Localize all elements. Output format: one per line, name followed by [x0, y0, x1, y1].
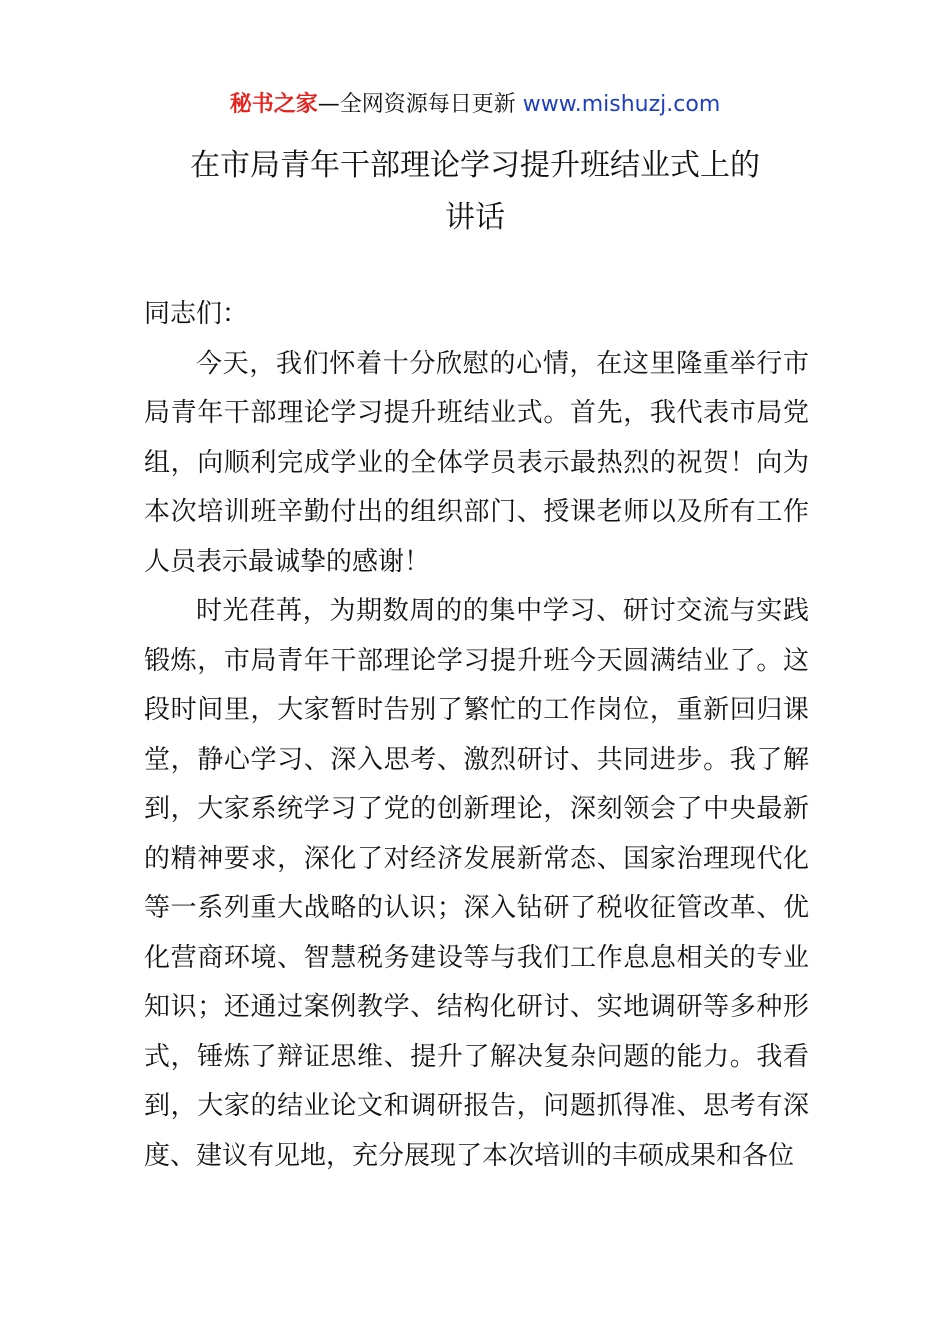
title-line-1: 在市局青年干部理论学习提升班结业式上的: [190, 148, 760, 183]
paragraph: 今天，我们怀着十分欣慰的心情，在这里隆重举行市局青年干部理论学习提升班结业式。首先，我代表市局党组，向顺利完成学业的全体学员表示最热烈的祝贺！向为本次培训班辛勤付出的组织部门、授课老师以及所有工作人员表示最诚挚的感谢！: [144, 348, 809, 577]
site-header: [0, 88, 950, 122]
header-tagline: —全网资源每日更新: [317, 92, 516, 117]
paragraph: 时光荏苒，为期数周的的集中学习、研讨交流与实践锻炼，市局青年干部理论学习提升班今天圆满结业了。这段时间里，大家暂时告别了繁忙的工作岗位，重新回归课堂，静心学习、深入思考、激烈研讨、共同进步。我了解到，大家系统学习了党的创新理论，深刻领会了中央最新的精神要求，深化了对经济发展新常态、国家治理现代化等一系列重大战略的认识；深入钻研了税收征管改革、优化营商环境、智慧税务建设等与我们工作息息相关的专业知识；还通过案例教学、结构化研讨、实地调研等多种形式，锤炼了辩证思维、提升了解决复杂问题的能力。我看到，大家的结业论文和调研报告，问题抓得准、思考有深度、建议有见地，充分展现了本次培训的丰硕成果和各位: [144, 596, 809, 1171]
site-url-link[interactable]: www.mishuzj.com: [522, 92, 721, 117]
document-body: [144, 290, 809, 1181]
brand-name: 秘书之家: [229, 92, 318, 117]
salutation: 同志们：: [144, 299, 249, 329]
title-line-2: 讲话: [445, 200, 505, 235]
document-title: [120, 140, 830, 244]
